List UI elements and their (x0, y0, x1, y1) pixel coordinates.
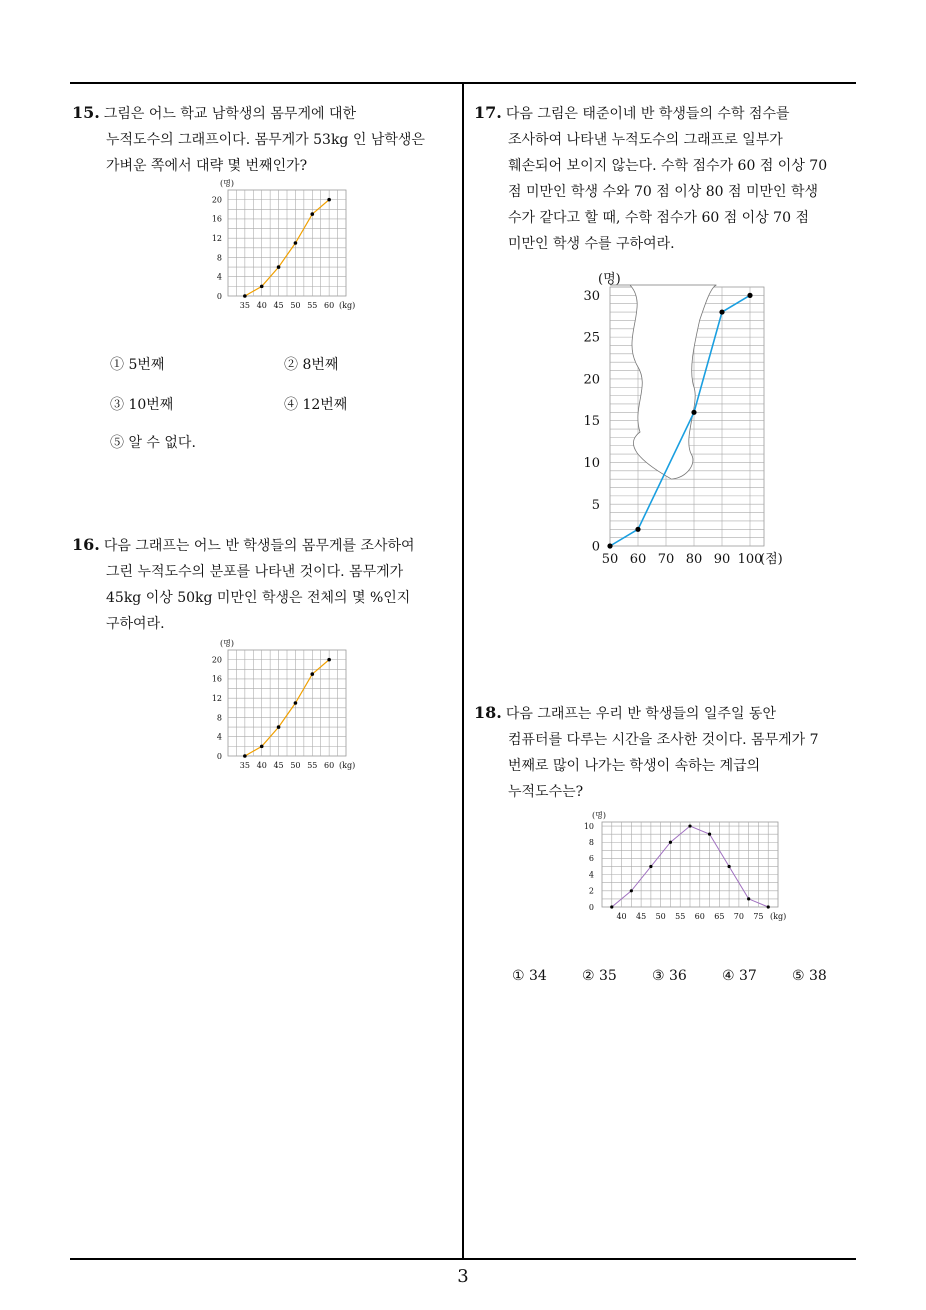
y-tick-label: 15 (583, 414, 600, 430)
x-tick-label: 70 (733, 912, 744, 921)
question-text: 번째로 많이 나가는 학생이 속하는 계급의 (508, 758, 761, 774)
x-tick-label: 55 (307, 301, 318, 310)
x-tick-label: 70 (657, 552, 675, 567)
cumulative-weight-chart-q15 (200, 179, 360, 310)
question-text: 조사하여 나타낸 누적도수의 그래프로 일부가 (508, 132, 783, 148)
question-text: 누적도수의 그래프이다. 몸무게가 53kg 인 남학생은 (106, 132, 425, 148)
choice-2[interactable]: ② 8번째 (284, 357, 339, 373)
data-point (728, 865, 731, 868)
y-tick-label: 10 (583, 821, 594, 831)
question-17 (474, 100, 827, 257)
x-tick-label: 55 (307, 761, 318, 770)
damaged-math-score-chart (574, 258, 804, 570)
question-text: 누적도수는? (508, 784, 584, 800)
data-point (688, 824, 691, 827)
x-tick-label: 40 (256, 301, 267, 310)
data-point (260, 285, 264, 289)
choice-3[interactable]: ③ 36 (652, 968, 687, 984)
data-point (310, 672, 314, 676)
x-tick-label: 50 (655, 912, 666, 921)
x-tick-label: 60 (324, 761, 335, 770)
x-tick-label: 60 (324, 301, 335, 310)
question-text: 컴퓨터를 다루는 시간을 조사한 것이다. 몸무게가 7 (508, 732, 819, 748)
question-18 (474, 700, 819, 805)
x-tick-label: 55 (675, 912, 686, 921)
y-tick-label: 4 (216, 732, 222, 742)
choice-1[interactable]: ① 5번째 (110, 357, 165, 373)
data-point (310, 212, 314, 216)
question-15 (72, 100, 425, 179)
x-tick-label: 50 (290, 761, 301, 770)
bottom-rule (70, 1258, 856, 1260)
data-point (607, 543, 612, 548)
y-tick-label: 0 (588, 902, 594, 912)
choice-5[interactable]: ⑤ 알 수 없다. (110, 435, 196, 451)
data-point (649, 865, 652, 868)
y-tick-label: 16 (211, 674, 222, 684)
data-point (260, 745, 264, 749)
y-axis-unit: (명) (220, 639, 234, 648)
y-tick-label: 16 (211, 214, 222, 224)
choice-3[interactable]: ③ 10번째 (110, 397, 174, 413)
data-point (327, 198, 331, 202)
y-tick-label: 0 (591, 539, 600, 555)
question-16 (72, 532, 415, 637)
choice-4[interactable]: ④ 37 (722, 968, 757, 984)
x-tick-label: 35 (239, 761, 250, 770)
question-text: 다음 그림은 태준이네 반 학생들의 수학 점수를 (505, 106, 790, 122)
question-text: 다음 그래프는 어느 반 학생들의 몸무게를 조사하여 (103, 538, 415, 554)
data-point (719, 309, 724, 314)
y-tick-label: 8 (588, 838, 594, 848)
y-tick-label: 4 (216, 272, 222, 282)
y-tick-label: 8 (216, 713, 222, 723)
x-tick-label: 35 (239, 301, 250, 310)
question-text: 미만인 학생 수를 구하여라. (508, 236, 675, 252)
x-axis-unit: (kg) (770, 912, 787, 921)
x-tick-label: 60 (694, 912, 705, 921)
question-text: 그린 누적도수의 분포를 나타낸 것이다. 몸무게가 (106, 564, 404, 580)
data-point (610, 905, 613, 908)
y-tick-label: 25 (583, 330, 600, 346)
y-axis-unit: (명) (592, 811, 606, 820)
x-tick-label: 80 (685, 552, 703, 567)
y-tick-label: 30 (583, 288, 600, 304)
y-tick-label: 4 (588, 870, 594, 880)
x-tick-label: 45 (273, 761, 284, 770)
choice-5[interactable]: ⑤ 38 (792, 968, 827, 984)
question-text: 수가 같다고 할 때, 수학 점수가 60 점 이상 70 점 (508, 210, 809, 226)
computer-time-polygon-chart (570, 806, 792, 924)
question-text: 점 미만인 학생 수와 70 점 이상 80 점 미만인 학생 (508, 184, 819, 200)
cumulative-weight-chart-q16 (200, 639, 360, 770)
x-tick-label: 45 (636, 912, 647, 921)
y-tick-label: 12 (211, 233, 222, 243)
choice-2[interactable]: ② 35 (582, 968, 617, 984)
choice-4[interactable]: ④ 12번째 (284, 397, 348, 413)
question-text: 가벼운 쪽에서 대략 몇 번째인가? (106, 158, 308, 174)
x-tick-label: 50 (290, 301, 301, 310)
data-point (277, 265, 281, 269)
x-axis-unit: (kg) (339, 761, 356, 770)
question-text: 45kg 이상 50kg 미만인 학생은 전체의 몇 %인지 (106, 590, 411, 606)
question-text: 그림은 어느 학교 남학생의 몸무게에 대한 (103, 106, 357, 122)
x-tick-label: 60 (629, 552, 647, 567)
data-point (691, 410, 696, 415)
data-point (747, 293, 752, 298)
y-tick-label: 20 (211, 195, 222, 205)
data-point (243, 754, 247, 758)
y-tick-label: 10 (583, 456, 600, 472)
y-tick-label: 0 (216, 751, 222, 761)
page-number: 3 (457, 1266, 469, 1287)
data-point (767, 905, 770, 908)
y-tick-label: 8 (216, 253, 222, 263)
x-tick-label: 40 (616, 912, 627, 921)
data-point (669, 841, 672, 844)
column-divider (462, 82, 464, 1260)
x-tick-label: 40 (256, 761, 267, 770)
x-axis-unit: (점) (760, 552, 783, 567)
y-tick-label: 2 (588, 886, 594, 896)
data-point (294, 701, 298, 705)
y-tick-label: 20 (211, 655, 222, 665)
y-axis-unit: (명) (220, 179, 234, 188)
x-tick-label: 65 (714, 912, 725, 921)
question-text: 다음 그래프는 우리 반 학생들의 일주일 동안 (505, 706, 776, 722)
y-tick-label: 12 (211, 693, 222, 703)
data-point (635, 527, 640, 532)
data-point (708, 833, 711, 836)
data-point (277, 725, 281, 729)
question-number: 16. (72, 535, 100, 554)
x-tick-label: 75 (753, 912, 764, 921)
y-tick-label: 0 (216, 291, 222, 301)
x-tick-label: 90 (713, 552, 731, 567)
x-tick-label: 50 (601, 552, 619, 567)
x-axis-unit: (kg) (339, 301, 356, 310)
question-text: 구하여라. (106, 616, 165, 632)
choice-1[interactable]: ① 34 (512, 968, 547, 984)
y-tick-label: 20 (583, 372, 600, 388)
x-tick-label: 45 (273, 301, 284, 310)
data-point (630, 889, 633, 892)
data-point (747, 897, 750, 900)
y-axis-unit: (명) (598, 272, 621, 287)
x-tick-label: 100 (737, 552, 763, 567)
damaged-area (610, 285, 716, 479)
question-text: 훼손되어 보이지 않는다. 수학 점수가 60 점 이상 70 (508, 158, 828, 174)
question-number: 18. (474, 703, 502, 722)
y-tick-label: 5 (591, 497, 600, 513)
data-point (243, 294, 247, 298)
y-tick-label: 6 (588, 854, 594, 864)
question-number: 17. (474, 103, 502, 122)
question-number: 15. (72, 103, 100, 122)
data-point (327, 658, 331, 662)
data-point (294, 241, 298, 245)
